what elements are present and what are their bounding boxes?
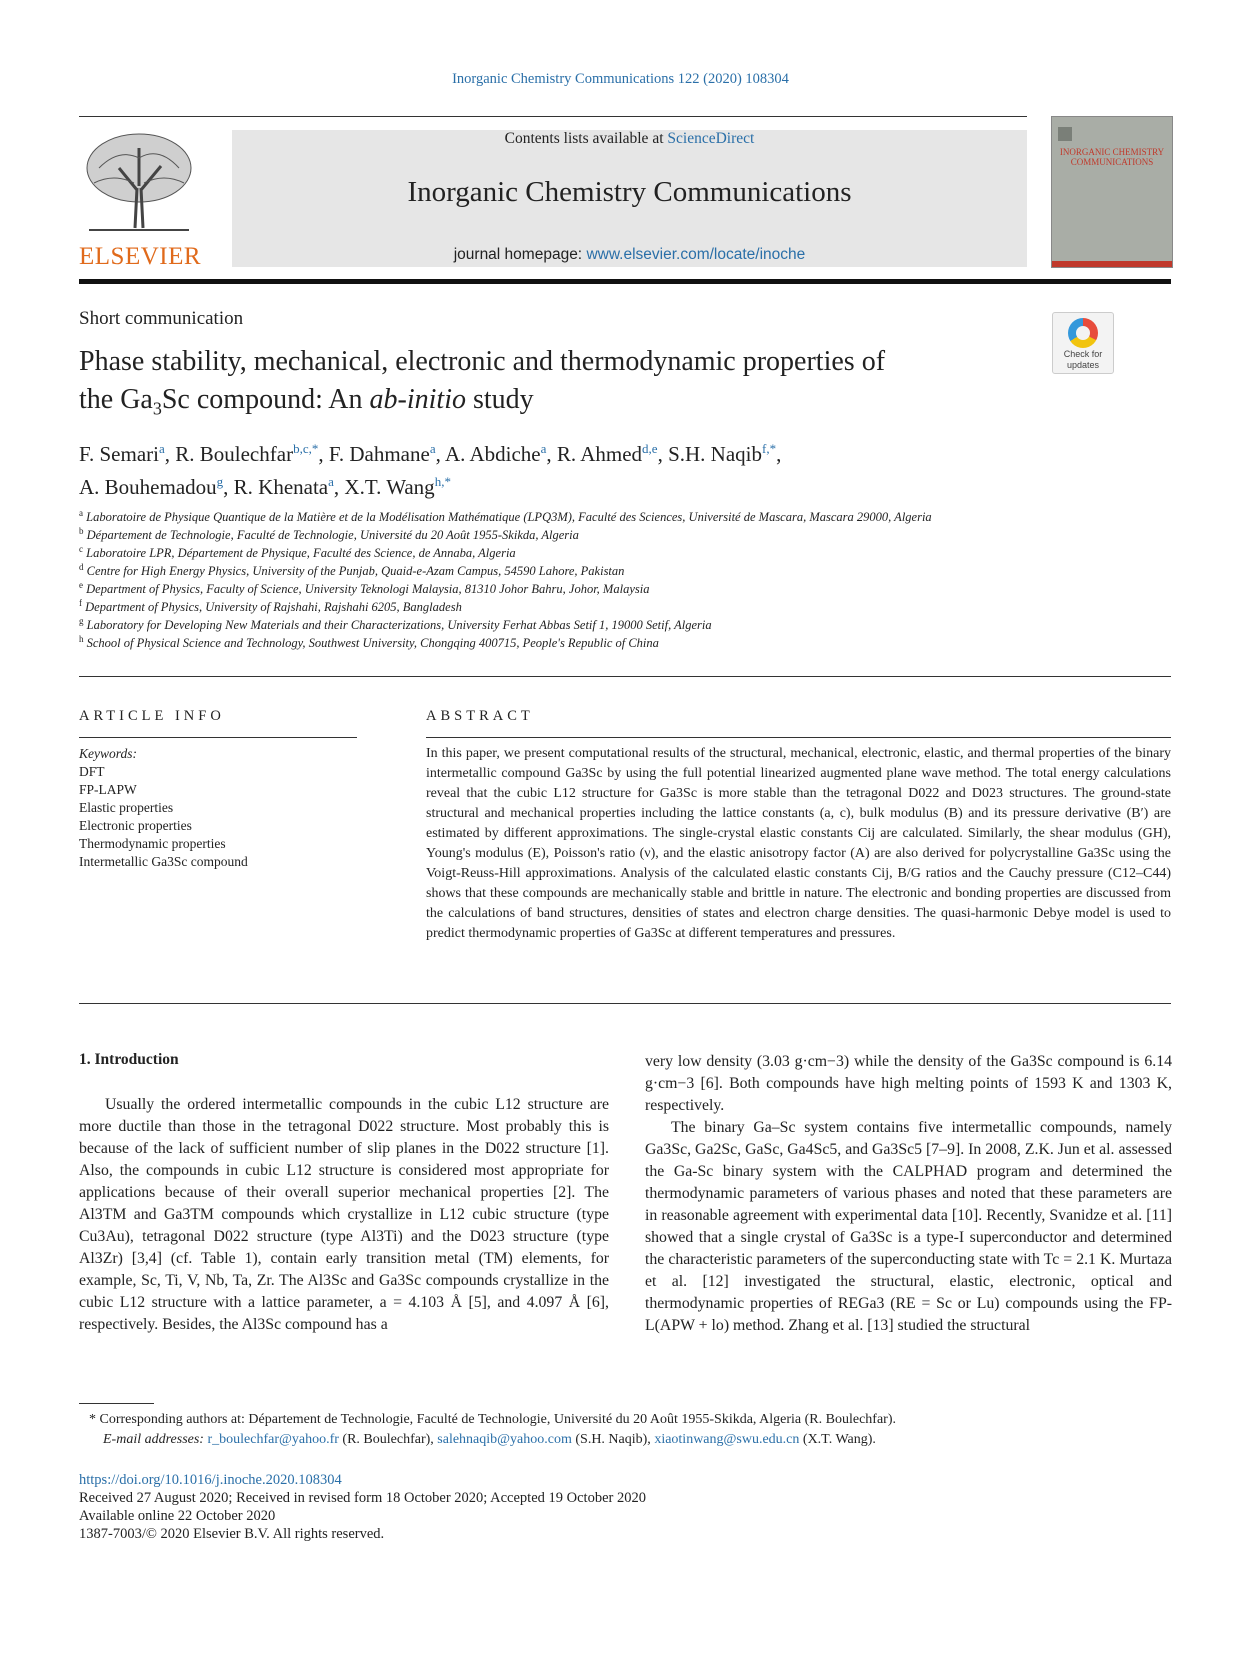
affiliation-text: Laboratory for Developing New Materials and their Characterizations, University Ferhat Abbas Setif 1, 19000 Setif, Algeria [86, 618, 712, 633]
author-separator: , [776, 442, 782, 466]
author-separator: , [435, 442, 445, 466]
affiliation-marker-link[interactable]: b,c,* [293, 441, 319, 456]
doi-link[interactable]: https://doi.org/10.1016/j.inoche.2020.108304 [79, 1472, 342, 1488]
keyword: Thermodynamic properties [79, 836, 226, 851]
publisher-name: ELSEVIER [79, 243, 202, 270]
author-separator: , [318, 442, 329, 466]
affiliation-key: a [79, 508, 83, 518]
journal-reference-link[interactable]: Inorganic Chemistry Communications 122 (2020) 108304 [452, 71, 789, 87]
copyright: 1387-7003/© 2020 Elsevier B.V. All rights reserved. [79, 1526, 385, 1542]
article-title: Phase stability, mechanical, electronic and thermodynamic properties of the $Ga_3Sc$ compound: An ab-initio study [79, 346, 886, 419]
affiliation-key: h [79, 634, 84, 644]
cover-title: INORGANIC CHEMISTRY COMMUNICATIONS [1059, 147, 1165, 167]
journal-cover [1051, 116, 1173, 268]
abstract-text: In this paper, we present computational results of the structural, mechanical, electronic, elastic, and thermal properties of the binary intermetallic compound Ga3Sc by using the full potential linearized augmented plane wave method. The total energy calculations reveal that the cubic L12 structure for Ga3Sc is more stable than the tetragonal D022 and D023 structures. The ground-state structural and mechanical properties including the lattice constants (a, c), bulk modulus (B) and its pressure derivative (B′) are estimated by different approximations. The single-crystal elastic constants Cij are calculated. Similarly, the shear modulus (GH), Young's modulus (E), Poisson's ratio (ν), and the elastic anisotropy factor (A) are also derived for polycrystalline Ga3Sc using the Voigt-Reuss-Hill approximations. Analysis of the calculated elastic constants Cij, B/G ratios and the Cauchy pressure (C12–C44) shows that these compounds are mechanically stable and brittle in nature. The electronic and bonding properties are discussed from the calculations of band structures, densities of states and electron charge densities. The quasi-harmonic Debye model is used to predict thermodynamic properties of Ga3Sc at different temperatures and pressures. [426, 746, 1171, 941]
article-meta [79, 1471, 646, 1543]
email-link[interactable]: r_boulechfar@yahoo.fr [207, 1432, 339, 1447]
keyword: FP-LAPW [79, 782, 137, 797]
affiliation-key: c [79, 544, 83, 554]
sciencedirect-link[interactable]: ScienceDirect [667, 130, 755, 147]
cover-bar [1052, 261, 1172, 267]
article-info-rule [79, 737, 357, 738]
keywords-label: Keywords: [79, 746, 137, 761]
journal-title: Inorganic Chemistry Communications [407, 176, 852, 208]
author-separator: , [657, 442, 669, 466]
received-dates: Received 27 August 2020; Received in revised form 18 October 2020; Accepted 19 October 2020 [79, 1490, 646, 1506]
article-type: Short communication [79, 308, 244, 329]
cover-logo-icon [1058, 127, 1072, 141]
footnotes [79, 1410, 1189, 1450]
badge-label-2: updates [1066, 360, 1100, 370]
elsevier-tree-icon [79, 128, 199, 238]
keywords-block [79, 745, 248, 871]
email-addresses: E-mail addresses: r_boulechfar@yahoo.fr (R. Boulechfar), salehnaqib@yahoo.com (S.H. Naqib), xiaotinwang@swu.edu.cn (X.T. Wang). [103, 1432, 876, 1447]
author-separator: , [333, 475, 345, 499]
affiliation-key: f [79, 598, 82, 608]
header-thick-rule [79, 279, 1171, 284]
affiliation-text: Department of Physics, Faculty of Science, University Teknologi Malaysia, 81310 Johor Bahru, Johor, Malaysia [86, 582, 650, 597]
affiliation-text: Centre for High Energy Physics, University of the Punjab, Quaid-e-Azam Campus, 54590 Lahore, Pakistan [86, 564, 625, 579]
affiliation-marker-link[interactable]: h,* [434, 474, 451, 489]
affiliation-text: Département de Technologie, Faculté de Technologie, Université du 20 Août 1955-Skikda, Algeria [86, 528, 579, 543]
author-name: A. Abdiche [444, 442, 541, 466]
affiliation [79, 630, 1179, 652]
keyword: Intermetallic Ga3Sc compound [79, 854, 248, 869]
abstract-heading: ABSTRACT [426, 708, 534, 724]
affiliation-key: g [79, 616, 84, 626]
homepage-link[interactable]: www.elsevier.com/locate/inoche [586, 246, 806, 263]
affiliation-marker-link[interactable]: a [328, 474, 334, 489]
article-info-heading: ARTICLE INFO [79, 708, 225, 724]
badge-label-1: Check for [1063, 349, 1103, 359]
affiliation-marker-link[interactable]: d,e [642, 441, 658, 456]
affiliation-text: School of Physical Science and Technology, Southwest University, Chongqing 400715, People's Republic of China [86, 636, 659, 651]
affiliation-text: Department of Physics, University of Rajshahi, Rajshahi 6205, Bangladesh [85, 600, 462, 615]
crossmark-icon [1068, 318, 1098, 348]
author-name: R. Boulechfar [175, 442, 294, 466]
author-name: S.H. Naqib [668, 442, 762, 466]
abstract-bottom-rule [79, 1003, 1171, 1004]
intro-column-left: Usually the ordered intermetallic compounds in the cubic L12 structure are more ductile than those in the tetragonal D022 structure. Most probably this is because of the lack of sufficient number of slip planes in the D022 structure [1]. Also, the compounds in cubic L12 structure is considered most appropriate for applications because of their overall superior mechanical properties [2]. The Al3TM and Ga3TM compounds which crystallize in L12 cubic structure (type Cu3Au), tetragonal D022 structure (type Al3Ti) and the D023 structure (type Al3Zr) [3,4] (cf. Table 1), contain early transition metal (TM) elements, for example, Sc, Ti, V, Nb, Ta, Zr. The Al3Sc and Ga3Sc compounds crystallize in the cubic L12 structure with a lattice parameter, a = 4.103 Å [5], and 4.097 Å [6], respectively. Besides, the Al3Sc compound has a [79, 1096, 609, 1333]
check-for-updates-button[interactable] [1052, 312, 1114, 374]
corresponding-note: * Corresponding authors at: Département de Technologie, Faculté de Technologie, Université du 20 Août 1955-Skikda, Algeria (R. Boulechfar). [89, 1412, 896, 1427]
intro-paragraph: The binary Ga–Sc system contains five intermetallic compounds, namely Ga3Sc, Ga2Sc, GaSc, Ga4Sc5, and Ga3Sc5 [7–9]. In 2008, Z.K. Jun et al. assessed the Ga-Sc binary system with the CALPHAD program and determined the thermodynamic parameters of various phases and noted that these parameters are in reasonable agreement with experimental data [10]. Recently, Svanidze et al. [11] showed that a single crystal of Ga3Sc is a type-I superconductor and determined the characteristic parameters of the superconducting state with Tc = 2.1 K. Murtaza et al. [12] investigated the structural, elastic, electronic, optical and thermodynamic properties of REGa3 (RE = Sc or Lu) compounds using the FP-L(APW + lo) method. Zhang et al. [13] studied the structural [645, 1119, 1172, 1334]
author-list [79, 435, 1079, 501]
keyword: Electronic properties [79, 818, 192, 833]
affiliation-key: d [79, 562, 84, 572]
affiliation-text: Laboratoire LPR, Département de Physique, Faculté des Science, de Annaba, Algeria [86, 546, 516, 561]
footnote-rule [79, 1403, 154, 1404]
author-name: R. Ahmed [556, 442, 643, 466]
author-name: R. Khenata [233, 475, 329, 499]
affiliation-text: Laboratoire de Physique Quantique de la Matière et de la Modélisation Mathématique (LPQ3M), Faculté des Sciences, Université de Mascara, Mascara 29000, Algeria [86, 510, 932, 525]
affiliation-marker-link[interactable]: f,* [762, 441, 777, 456]
affiliation-key: e [79, 580, 83, 590]
affiliations-rule [79, 676, 1171, 677]
available-online: Available online 22 October 2020 [79, 1508, 276, 1524]
author-separator: , [164, 442, 176, 466]
affiliation-marker-link[interactable]: a [429, 441, 436, 456]
author-name: A. Bouhemadou [79, 475, 217, 499]
affiliation-marker-link[interactable]: a [540, 441, 547, 456]
section-heading-introduction: 1. Introduction [79, 1051, 179, 1068]
author-separator: , [223, 475, 234, 499]
author-name: F. Semari [79, 442, 159, 466]
journal-homepage: journal homepage: www.elsevier.com/locate/inoche [453, 246, 806, 263]
intro-column-right [645, 1051, 1172, 1337]
affiliation-key: b [79, 526, 84, 536]
affiliation-marker-link[interactable]: a [158, 441, 165, 456]
email-link[interactable]: salehnaqib@yahoo.com [437, 1432, 572, 1447]
email-link[interactable]: xiaotinwang@swu.edu.cn [654, 1432, 800, 1447]
author-name: F. Dahmane [328, 442, 430, 466]
elsevier-logo [79, 128, 207, 270]
affiliation-marker-link[interactable]: g [216, 474, 224, 489]
header-rule [79, 116, 1027, 117]
intro-paragraph: very low density (3.03 g·cm−3) while the density of the Ga3Sc compound is 6.14 g·cm−3 [6]. Both compounds have high melting points of 1593 K and 1303 K, respectively. [645, 1053, 1172, 1114]
keyword: Elastic properties [79, 800, 174, 815]
contents-line: Contents lists available at ScienceDirect [504, 130, 755, 147]
abstract-rule [426, 737, 1171, 738]
author-separator: , [546, 442, 557, 466]
author-name: X.T. Wang [344, 475, 435, 499]
keyword: DFT [79, 764, 105, 779]
